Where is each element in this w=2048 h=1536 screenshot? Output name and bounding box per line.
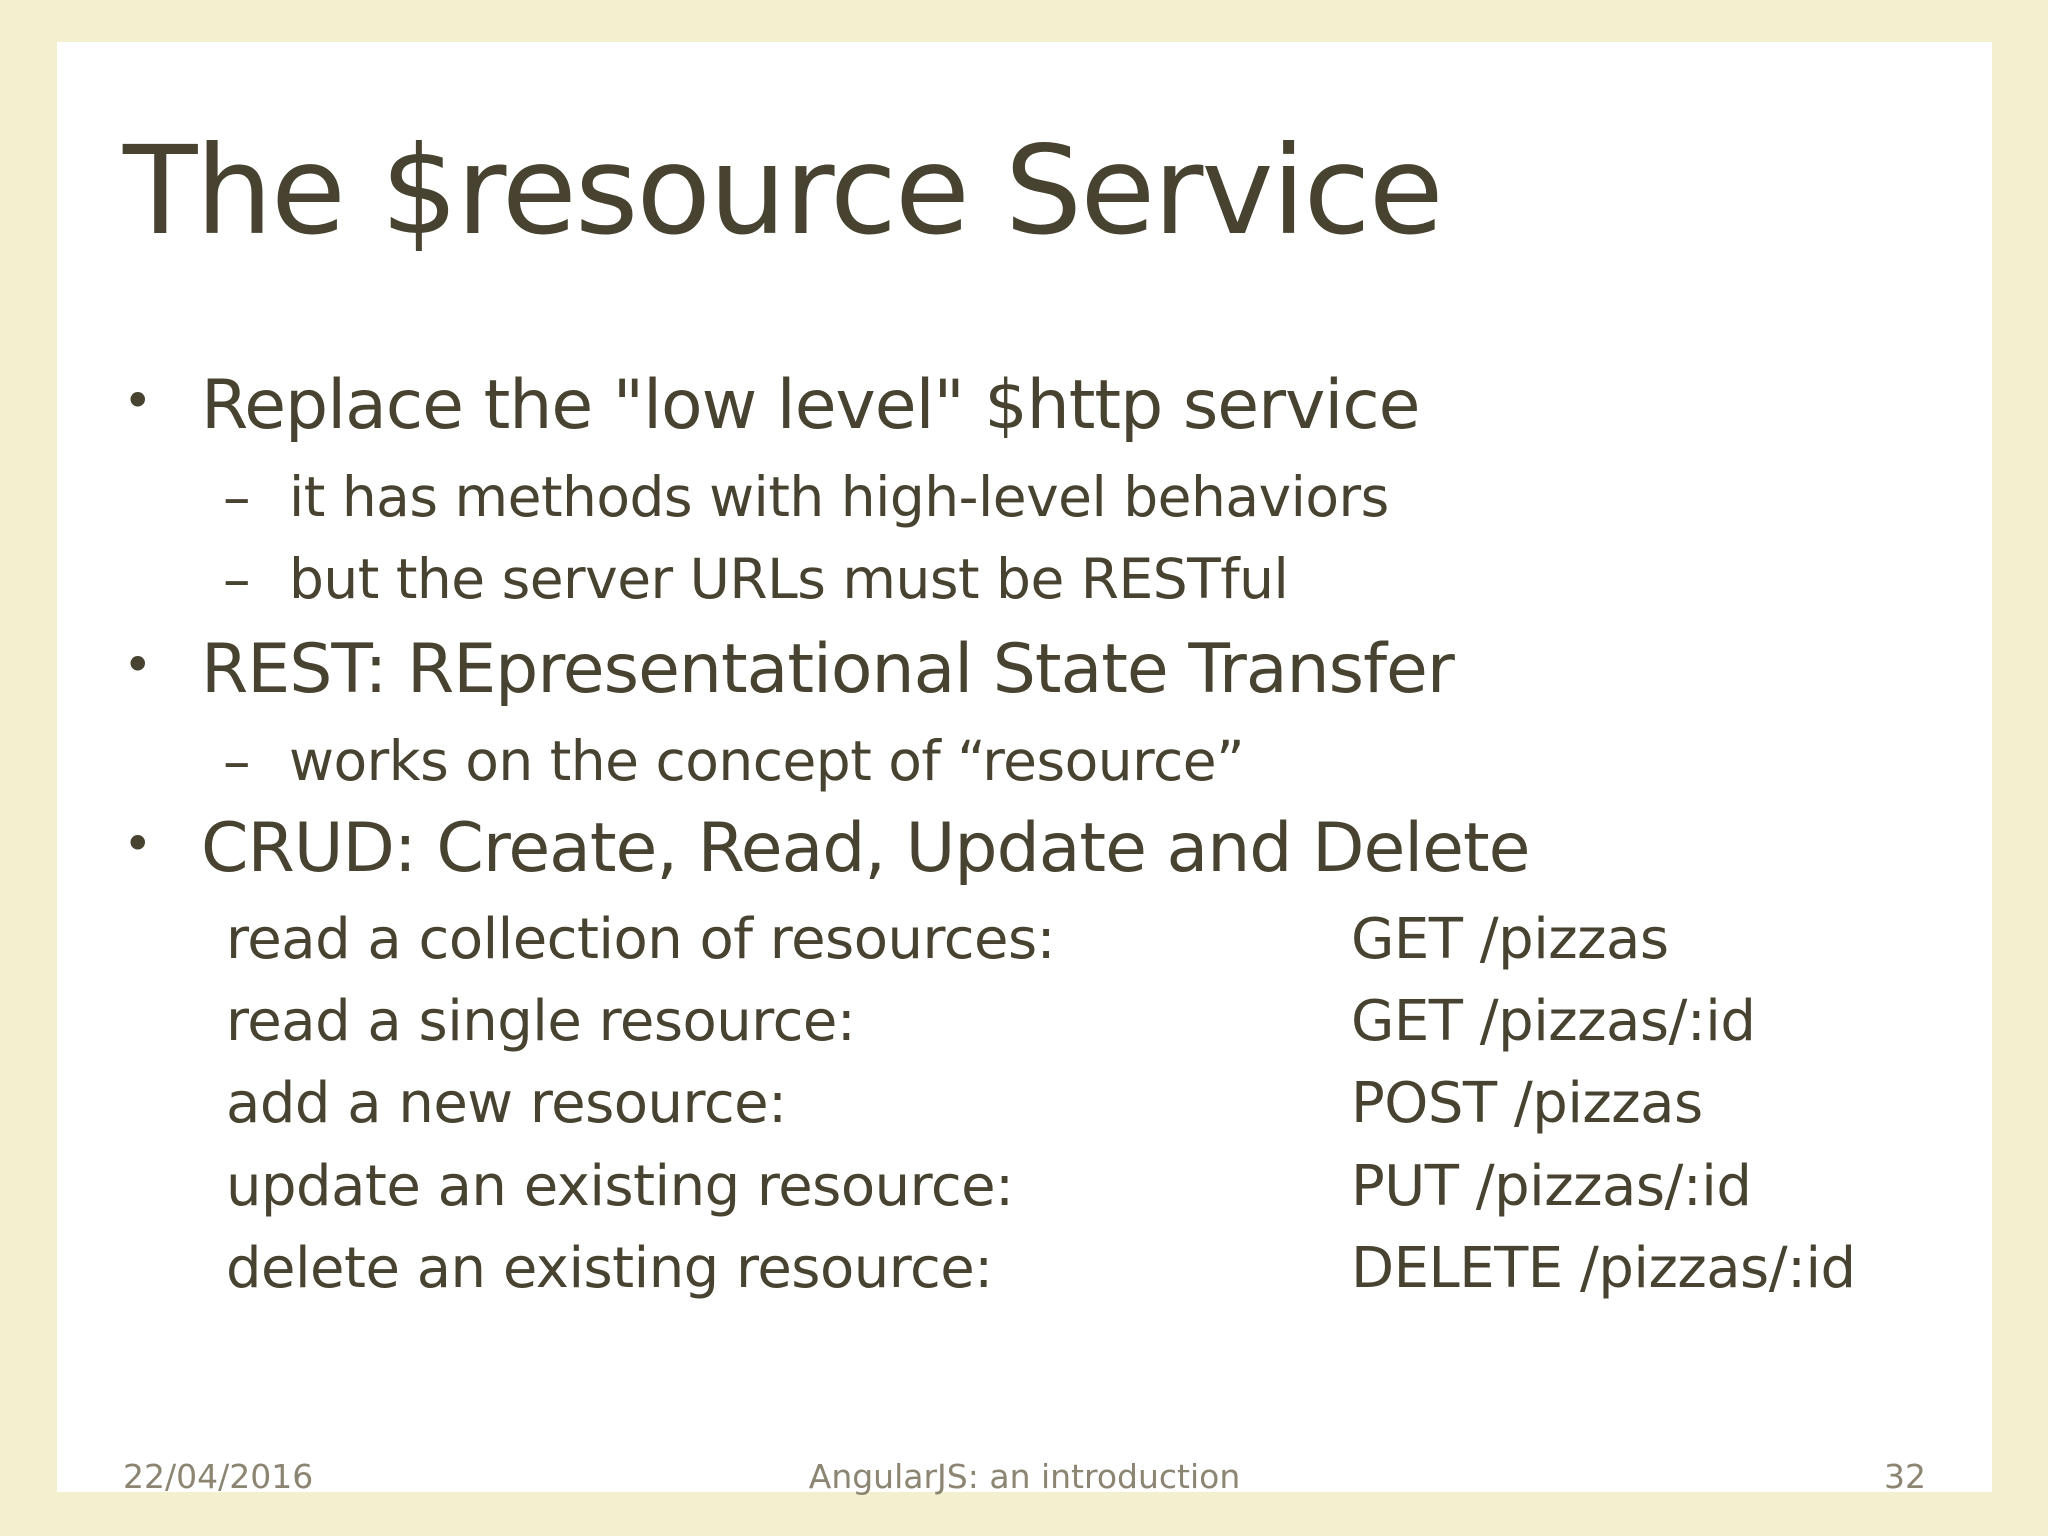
crud-route: PUT /pizzas/:id — [1351, 1154, 1752, 1219]
crud-route: DELETE /pizzas/:id — [1351, 1236, 1856, 1301]
page-number: 32 — [1884, 1457, 1926, 1496]
bullet-marker: • — [123, 372, 152, 430]
sub-marker: – — [223, 547, 250, 611]
crud-action: read a collection of resources: — [226, 907, 1056, 972]
crud-row — [226, 907, 1926, 982]
sub-text: works on the concept of “resource” — [289, 729, 1245, 793]
crud-route: POST /pizzas — [1351, 1071, 1703, 1136]
bullet-item — [123, 630, 1454, 709]
crud-route: GET /pizzas/:id — [1351, 989, 1756, 1054]
crud-route: GET /pizzas — [1351, 907, 1669, 972]
crud-action: add a new resource: — [226, 1071, 787, 1136]
crud-action: update an existing resource: — [226, 1154, 1014, 1219]
crud-action: delete an existing resource: — [226, 1236, 993, 1301]
bullet-text: Replace the "low level" $http service — [201, 366, 1420, 445]
footer-date: 22/04/2016 — [123, 1457, 314, 1496]
sub-marker: – — [223, 729, 250, 793]
crud-row — [226, 1236, 1926, 1311]
crud-row — [226, 989, 1926, 1064]
slide-title: The $resource Service — [123, 120, 1442, 262]
slide — [57, 42, 1992, 1496]
bullet-marker: • — [123, 636, 152, 694]
sub-item — [223, 547, 1289, 611]
bullet-text: REST: REpresentational State Transfer — [201, 630, 1454, 709]
bullet-item — [123, 809, 1530, 888]
bullet-text: CRUD: Create, Read, Update and Delete — [201, 809, 1530, 888]
footer-title: AngularJS: an introduction — [808, 1457, 1241, 1496]
sub-marker: – — [223, 465, 250, 529]
sub-text: but the server URLs must be RESTful — [289, 547, 1289, 611]
sub-item — [223, 729, 1245, 793]
bullet-marker: • — [123, 815, 152, 873]
crud-row — [226, 1154, 1926, 1229]
crud-row — [226, 1071, 1926, 1146]
sub-text: it has methods with high-level behaviors — [289, 465, 1389, 529]
sub-item — [223, 465, 1389, 529]
crud-action: read a single resource: — [226, 989, 856, 1054]
bullet-item — [123, 366, 1420, 445]
